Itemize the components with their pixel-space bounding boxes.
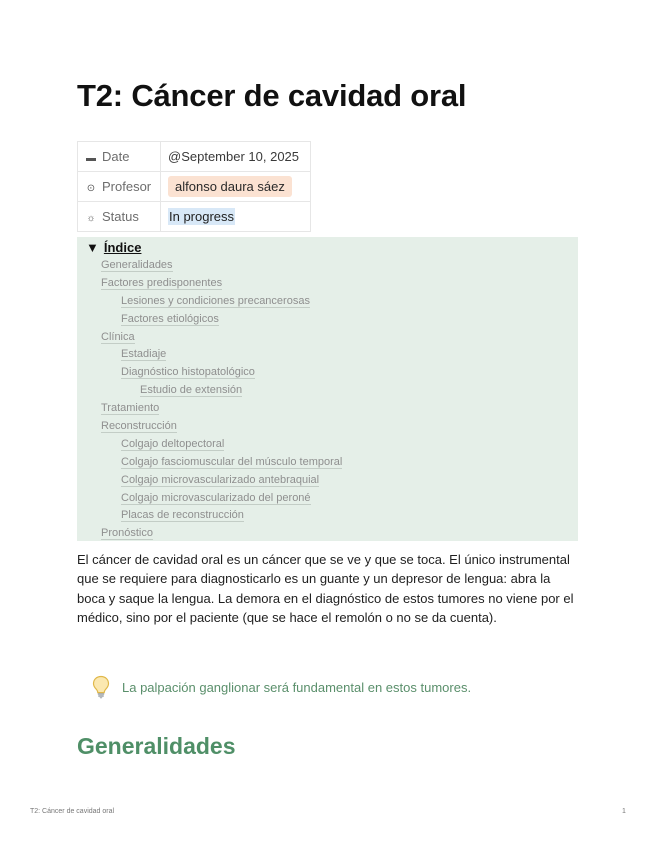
page-title: T2: Cáncer de cavidad oral	[77, 78, 467, 113]
toc-item[interactable]: Estadiaje	[121, 348, 167, 361]
callout-text: La palpación ganglionar será fundamental en estos tumores.	[122, 679, 472, 695]
status-badge[interactable]: In progress	[169, 209, 235, 224]
toc-item[interactable]: Colgajo microvascularizado antebraquial	[121, 473, 320, 486]
table-of-contents	[77, 237, 578, 541]
toggle-triangle-icon[interactable]: ▼	[86, 240, 99, 255]
property-row-status	[78, 202, 311, 232]
toc-item[interactable]: Clínica	[101, 330, 135, 343]
intro-paragraph: El cáncer de cavidad oral es un cáncer que se ve y que se toca. El único instrumental que se requiere para diagnosticarlo es un guante y un depresor de lengua: abra la boca y saque la lengua. La demora en el diagnóstico de estos tumores no viene por el médico, sino por el paciente (que se hace el remolón o no se da cuenta).	[77, 552, 574, 626]
section-heading: Generalidades	[77, 733, 236, 759]
page-number: 1	[622, 808, 626, 815]
property-row-date	[78, 142, 311, 172]
property-value-date[interactable]: @September 10, 2025	[161, 142, 311, 172]
property-key-date: ▬ Date	[78, 142, 161, 172]
lightbulb-icon	[91, 675, 111, 699]
property-row-profesor	[78, 172, 311, 202]
callout	[91, 675, 571, 699]
properties-table	[77, 141, 311, 232]
property-key-status: ☼ Status	[78, 202, 161, 232]
toc-item[interactable]: Diagnóstico histopatológico	[121, 366, 255, 379]
toc-item[interactable]: Estudio de extensión	[140, 384, 243, 397]
toc-item[interactable]: Pronóstico	[101, 527, 153, 540]
status-icon: ☼	[86, 213, 96, 224]
person-tag[interactable]: alfonso daura sáez	[168, 176, 292, 197]
toc-item[interactable]: Placas de reconstrucción	[121, 509, 244, 522]
person-icon: ⊙	[86, 183, 96, 194]
footer-title: T2: Cáncer de cavidad oral	[30, 808, 115, 815]
toc-item[interactable]: Colgajo deltopectoral	[121, 437, 225, 450]
toc-heading[interactable]: Índice	[103, 240, 142, 255]
toc-toggle[interactable]	[86, 239, 578, 257]
toc-item[interactable]: Lesiones y condiciones precancerosas	[121, 294, 310, 307]
calendar-icon: ▬	[86, 153, 96, 164]
property-key-profesor: ⊙ Profesor	[78, 172, 161, 202]
toc-item[interactable]: Factores etiológicos	[121, 312, 219, 325]
toc-item[interactable]: Generalidades	[101, 259, 173, 271]
toc-item[interactable]: Factores predisponentes	[101, 276, 223, 289]
toc-item[interactable]: Tratamiento	[101, 402, 160, 415]
toc-item[interactable]: Colgajo fasciomuscular del músculo temporal	[121, 455, 343, 468]
toc-item[interactable]: Reconstrucción	[101, 420, 177, 433]
property-value-status[interactable]	[161, 202, 311, 232]
toc-item[interactable]: Colgajo microvascularizado del peroné	[121, 491, 311, 504]
property-value-profesor[interactable]	[161, 172, 311, 202]
